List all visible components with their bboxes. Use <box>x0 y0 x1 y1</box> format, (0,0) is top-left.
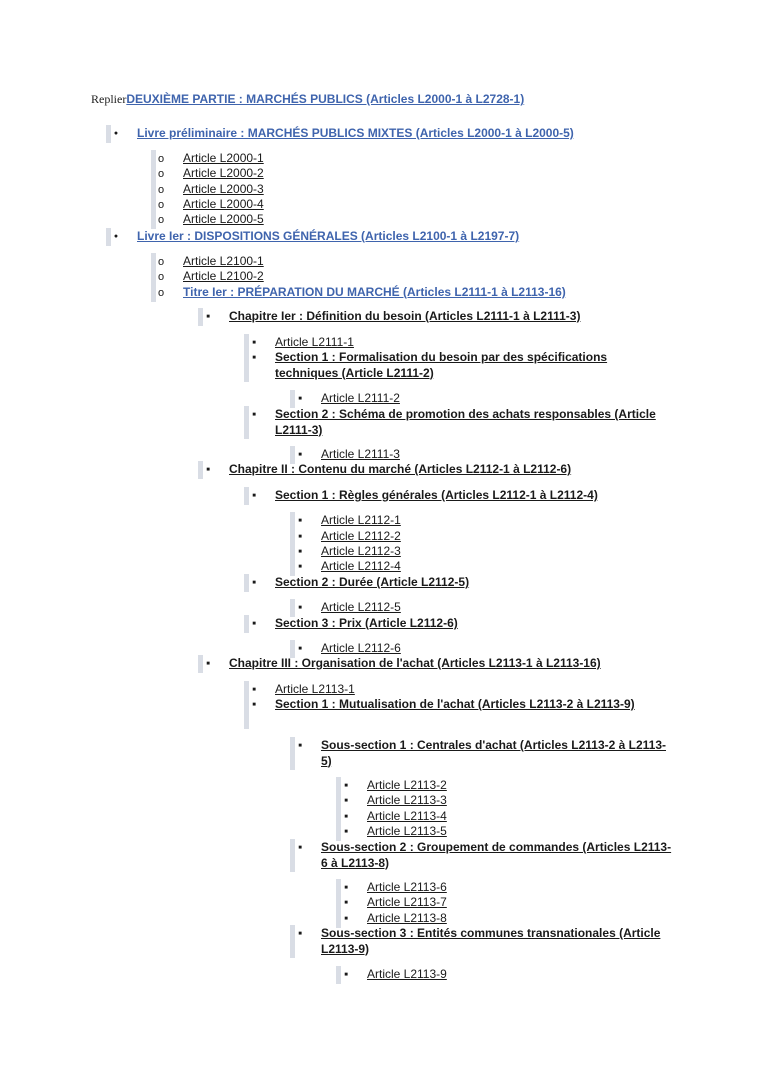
toc-entry <box>321 926 672 957</box>
article-link[interactable]: Article L2000-4 <box>183 197 264 211</box>
article-link[interactable]: Article L2000-5 <box>183 212 264 226</box>
toc-entry <box>183 285 566 301</box>
bullet-square-icon <box>295 600 305 614</box>
article-link[interactable]: Article L2112-3 <box>321 544 401 558</box>
toc-entry <box>321 529 401 545</box>
bullet-square-icon <box>295 529 305 543</box>
article-link[interactable]: Article L2112-2 <box>321 529 401 543</box>
bullet-square-icon <box>295 513 305 527</box>
article-link[interactable]: Article L2113-7 <box>367 895 447 909</box>
bullet-square-icon <box>249 335 259 349</box>
toc-entry <box>183 166 264 182</box>
article-link[interactable]: Article L2112-1 <box>321 513 401 527</box>
article-link[interactable]: Article L2111-1 <box>275 335 354 349</box>
part-title-link[interactable]: DEUXIÈME PARTIE : MARCHÉS PUBLICS (Articles L2000-1 à L2728-1) <box>126 92 525 106</box>
article-link[interactable]: Article L2113-4 <box>367 809 447 823</box>
toc-entry <box>183 182 264 198</box>
bullet-circle-icon <box>156 166 166 180</box>
toc-entry <box>367 967 447 983</box>
bullet-square-icon <box>341 824 351 838</box>
toc-entry <box>183 151 264 167</box>
toc-entry <box>275 407 672 438</box>
bullet-circle-icon <box>156 182 166 196</box>
bullet-square-icon <box>249 407 259 421</box>
bullet-square-icon <box>295 559 305 573</box>
section-link[interactable]: Section 1 : Formalisation du besoin par des spécifications techniques (Article L2111-2) <box>275 350 608 380</box>
collapse-link[interactable]: Replier <box>91 92 127 106</box>
section-link[interactable]: Chapitre Ier : Définition du besoin (Articles L2111-1 à L2111-3) <box>229 309 581 323</box>
bullet-square-icon <box>249 682 259 696</box>
article-link[interactable]: Article L2113-9 <box>367 967 447 981</box>
section-link[interactable]: Sous-section 3 : Entités communes transnationales (Article L2113-9) <box>321 926 661 956</box>
article-link[interactable]: Article L2112-5 <box>321 600 401 614</box>
bullet-square-icon <box>203 656 213 670</box>
bullet-square-icon <box>341 880 351 894</box>
document-header <box>91 92 524 107</box>
toc-entry <box>321 738 672 769</box>
article-link[interactable]: Article L2113-1 <box>275 682 355 696</box>
toc-entry <box>229 309 580 325</box>
article-link[interactable]: Article L2113-2 <box>367 778 447 792</box>
section-link[interactable]: Sous-section 1 : Centrales d'achat (Articles L2113-2 à L2113-5) <box>321 738 666 768</box>
article-link[interactable]: Article L2113-3 <box>367 793 447 807</box>
section-link[interactable]: Section 2 : Schéma de promotion des achats responsables (Article L2111-3) <box>275 407 656 437</box>
article-link[interactable]: Article L2000-1 <box>183 151 264 165</box>
toc-entry <box>275 575 469 591</box>
section-link[interactable]: Chapitre II : Contenu du marché (Articles L2112-1 à L2112-6) <box>229 462 572 476</box>
bullet-square-icon <box>203 462 213 476</box>
toc-entry <box>183 254 264 270</box>
toc-entry <box>367 880 447 896</box>
toc-entry <box>321 559 401 575</box>
article-link[interactable]: Article L2100-1 <box>183 254 264 268</box>
bullet-square-icon <box>249 697 259 711</box>
section-link[interactable]: Section 3 : Prix (Article L2112-6) <box>275 616 458 630</box>
bullet-square-icon <box>249 575 259 589</box>
section-link[interactable]: Livre préliminaire : MARCHÉS PUBLICS MIXTES (Articles L2000-1 à L2000-5) <box>137 126 574 140</box>
section-link[interactable]: Chapitre III : Organisation de l'achat (Articles L2113-1 à L2113-16) <box>229 656 601 670</box>
bullet-square-icon <box>295 391 305 405</box>
toc-entry <box>229 462 571 478</box>
toc-entry <box>275 350 672 381</box>
toc-entry <box>321 600 401 616</box>
toc-entry <box>321 641 401 657</box>
bullet-square-icon <box>295 641 305 655</box>
article-link[interactable]: Article L2112-4 <box>321 559 401 573</box>
bullet-square-icon <box>295 926 305 940</box>
toc-entry <box>321 840 672 871</box>
bullet-circle-icon <box>156 254 166 268</box>
section-link[interactable]: Section 2 : Durée (Article L2112-5) <box>275 575 470 589</box>
bullet-circle-icon <box>156 151 166 165</box>
article-link[interactable]: Article L2100-2 <box>183 269 264 283</box>
bullet-square-icon <box>249 616 259 630</box>
section-link[interactable]: Section 1 : Mutualisation de l'achat (Articles L2113-2 à L2113-9) <box>275 697 635 711</box>
bullet-square-icon <box>295 840 305 854</box>
section-link[interactable]: Sous-section 2 : Groupement de commandes (Articles L2113-6 à L2113-8) <box>321 840 672 870</box>
bullet-square-icon <box>295 738 305 752</box>
bullet-disc-icon <box>111 229 121 243</box>
toc-entry <box>275 697 672 713</box>
toc-entry <box>321 391 400 407</box>
article-link[interactable]: Article L2111-2 <box>321 391 400 405</box>
toc-entry <box>367 778 447 794</box>
section-link[interactable]: Livre Ier : DISPOSITIONS GÉNÉRALES (Articles L2100-1 à L2197-7) <box>137 229 520 243</box>
bullet-square-icon <box>295 544 305 558</box>
bullet-square-icon <box>341 895 351 909</box>
section-link[interactable]: Section 1 : Règles générales (Articles L2112-1 à L2112-4) <box>275 488 598 502</box>
bullet-square-icon <box>341 911 351 925</box>
toc-entry <box>183 212 264 228</box>
toc-entry <box>321 544 401 560</box>
toc-entry <box>183 269 264 285</box>
bullet-square-icon <box>341 793 351 807</box>
bullet-disc-icon <box>111 126 121 140</box>
toc-entry <box>275 488 598 504</box>
toc-entry <box>367 911 447 927</box>
bullet-circle-icon <box>156 197 166 211</box>
bullet-circle-icon <box>156 269 166 283</box>
article-link[interactable]: Article L2113-6 <box>367 880 447 894</box>
bullet-square-icon <box>295 447 305 461</box>
section-link[interactable]: Titre Ier : PRÉPARATION DU MARCHÉ (Articles L2111-1 à L2113-16) <box>183 285 566 299</box>
toc-entry <box>367 793 447 809</box>
article-link[interactable]: Article L2112-6 <box>321 641 401 655</box>
toc-entry <box>137 229 519 245</box>
toc-entry <box>275 682 355 698</box>
article-link[interactable]: Article L2000-3 <box>183 182 264 196</box>
toc-entry <box>137 126 574 142</box>
toc-entry <box>275 616 458 632</box>
toc-entry <box>321 513 401 529</box>
toc-entry <box>367 824 447 840</box>
toc-entry <box>367 895 447 911</box>
bullet-circle-icon <box>156 212 166 226</box>
bullet-square-icon <box>249 350 259 364</box>
toc-entry <box>183 197 264 213</box>
bullet-square-icon <box>341 967 351 981</box>
toc-entry <box>367 809 447 825</box>
article-link[interactable]: Article L2113-5 <box>367 824 447 838</box>
toc-entry <box>275 335 354 351</box>
bullet-circle-icon <box>156 285 166 299</box>
bullet-square-icon <box>341 778 351 792</box>
bullet-square-icon <box>249 488 259 502</box>
article-link[interactable]: Article L2000-2 <box>183 166 264 180</box>
article-link[interactable]: Article L2113-8 <box>367 911 447 925</box>
toc-entry <box>229 656 601 672</box>
toc-entry <box>321 447 400 463</box>
article-link[interactable]: Article L2111-3 <box>321 447 400 461</box>
bullet-square-icon <box>341 809 351 823</box>
bullet-square-icon <box>203 309 213 323</box>
